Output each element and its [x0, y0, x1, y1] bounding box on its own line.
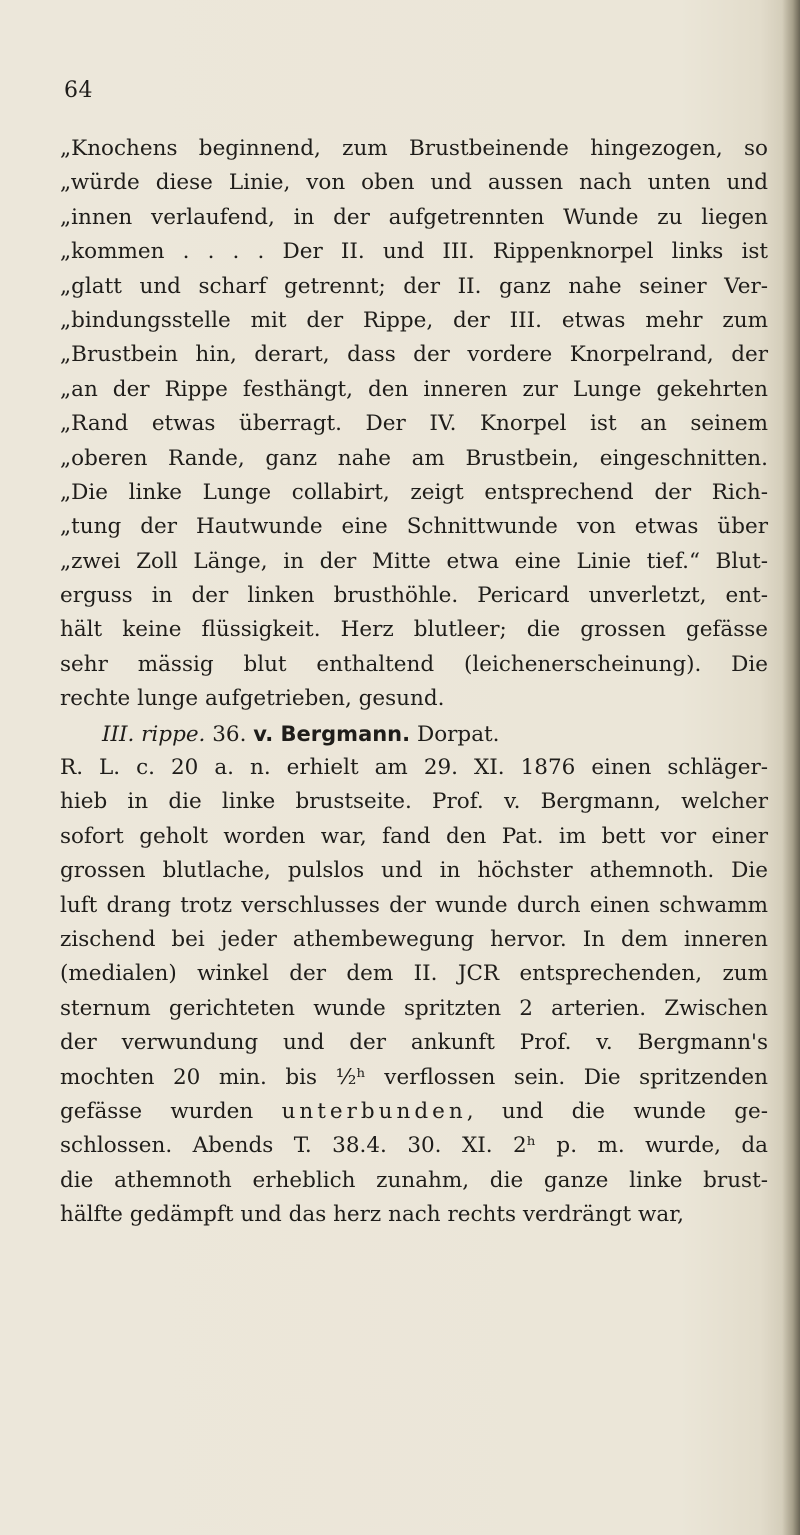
text-line: sehr mässig blut enthaltend (leichenerscheinung). Die	[60, 651, 768, 677]
text-line: „oberen Rande, ganz nahe am Brustbein, eingeschnitten.	[60, 445, 768, 471]
page-edge-shadow	[782, 0, 800, 1535]
text-line: „innen verlaufend, in der aufgetrennten Wunde zu liegen	[60, 204, 768, 230]
text-line: „würde diese Linie, von oben und aussen nach unten und	[60, 170, 768, 196]
text-line: erguss in der linken brusthöhle. Pericard unverletzt, ent-	[60, 583, 768, 609]
case-line: (medialen) winkel der dem II. JCR entsprechenden, zum	[60, 961, 768, 987]
body-text	[60, 132, 768, 1233]
case-heading	[60, 717, 768, 751]
case-section-label: III. rippe.	[102, 721, 206, 747]
case-number: 36.	[212, 721, 247, 747]
text-line: „Die linke Lunge collabirt, zeigt entsprechend der Rich-	[60, 479, 768, 505]
text-line: „an der Rippe festhängt, den inneren zur Lunge gekehrten	[60, 376, 768, 402]
case-line-spaced	[60, 1095, 768, 1129]
spaced-line-after: , und die wunde ge-	[466, 1098, 769, 1124]
page-number: 64	[64, 78, 93, 103]
case-line: sternum gerichteten wunde spritzten 2 arterien. Zwischen	[60, 995, 768, 1021]
spaced-line-before: gefässe wurden	[60, 1098, 254, 1124]
case-place: Dorpat.	[416, 721, 500, 747]
text-line: „Rand etwas überragt. Der IV. Knorpel ist an seinem	[60, 411, 768, 437]
text-line: „kommen . . . . Der II. und III. Rippenknorpel links ist	[60, 239, 768, 265]
case-line: R. L. c. 20 a. n. erhielt am 29. XI. 1876 einen schläger-	[60, 755, 768, 781]
case-author: v. Bergmann.	[253, 721, 411, 746]
case-line: grossen blutlache, pulslos und in höchster athemnoth. Die	[60, 858, 768, 884]
case-line: zischend bei jeder athembewegung hervor. In dem inneren	[60, 926, 768, 952]
case-line: die athemnoth erheblich zunahm, die ganze linke brust-	[60, 1167, 768, 1193]
spaced-word: unterbunden	[281, 1098, 467, 1124]
case-line: luft drang trotz verschlusses der wunde durch einen schwamm	[60, 892, 768, 918]
text-line: „zwei Zoll Länge, in der Mitte etwa eine Linie tief.“ Blut-	[60, 548, 768, 574]
text-line: „tung der Hautwunde eine Schnittwunde von etwas über	[60, 514, 768, 540]
text-line: „Brustbein hin, derart, dass der vordere Knorpelrand, der	[60, 342, 768, 368]
case-line: hälfte gedämpft und das herz nach rechts verdrängt war,	[60, 1202, 684, 1228]
text-line: „glatt und scharf getrennt; der II. ganz nahe seiner Ver-	[60, 273, 768, 299]
case-line: sofort geholt worden war, fand den Pat. im bett vor einer	[60, 823, 768, 849]
text-line: hält keine flüssigkeit. Herz blutleer; die grossen gefässe	[60, 617, 768, 643]
text-line: rechte lunge aufgetrieben, gesund.	[60, 686, 445, 712]
text-line: „Knochens beginnend, zum Brustbeinende hingezogen, so	[60, 136, 768, 161]
case-line: der verwundung und der ankunft Prof. v. Bergmann's	[60, 1030, 768, 1056]
case-line: mochten 20 min. bis ½ʰ verflossen sein. Die spritzenden	[60, 1064, 768, 1090]
case-line: schlossen. Abends T. 38.4. 30. XI. 2ʰ p. m. wurde, da	[60, 1133, 768, 1159]
text-line: „bindungsstelle mit der Rippe, der III. etwas mehr zum	[60, 307, 768, 333]
case-line: hieb in die linke brustseite. Prof. v. Bergmann, welcher	[60, 789, 768, 815]
